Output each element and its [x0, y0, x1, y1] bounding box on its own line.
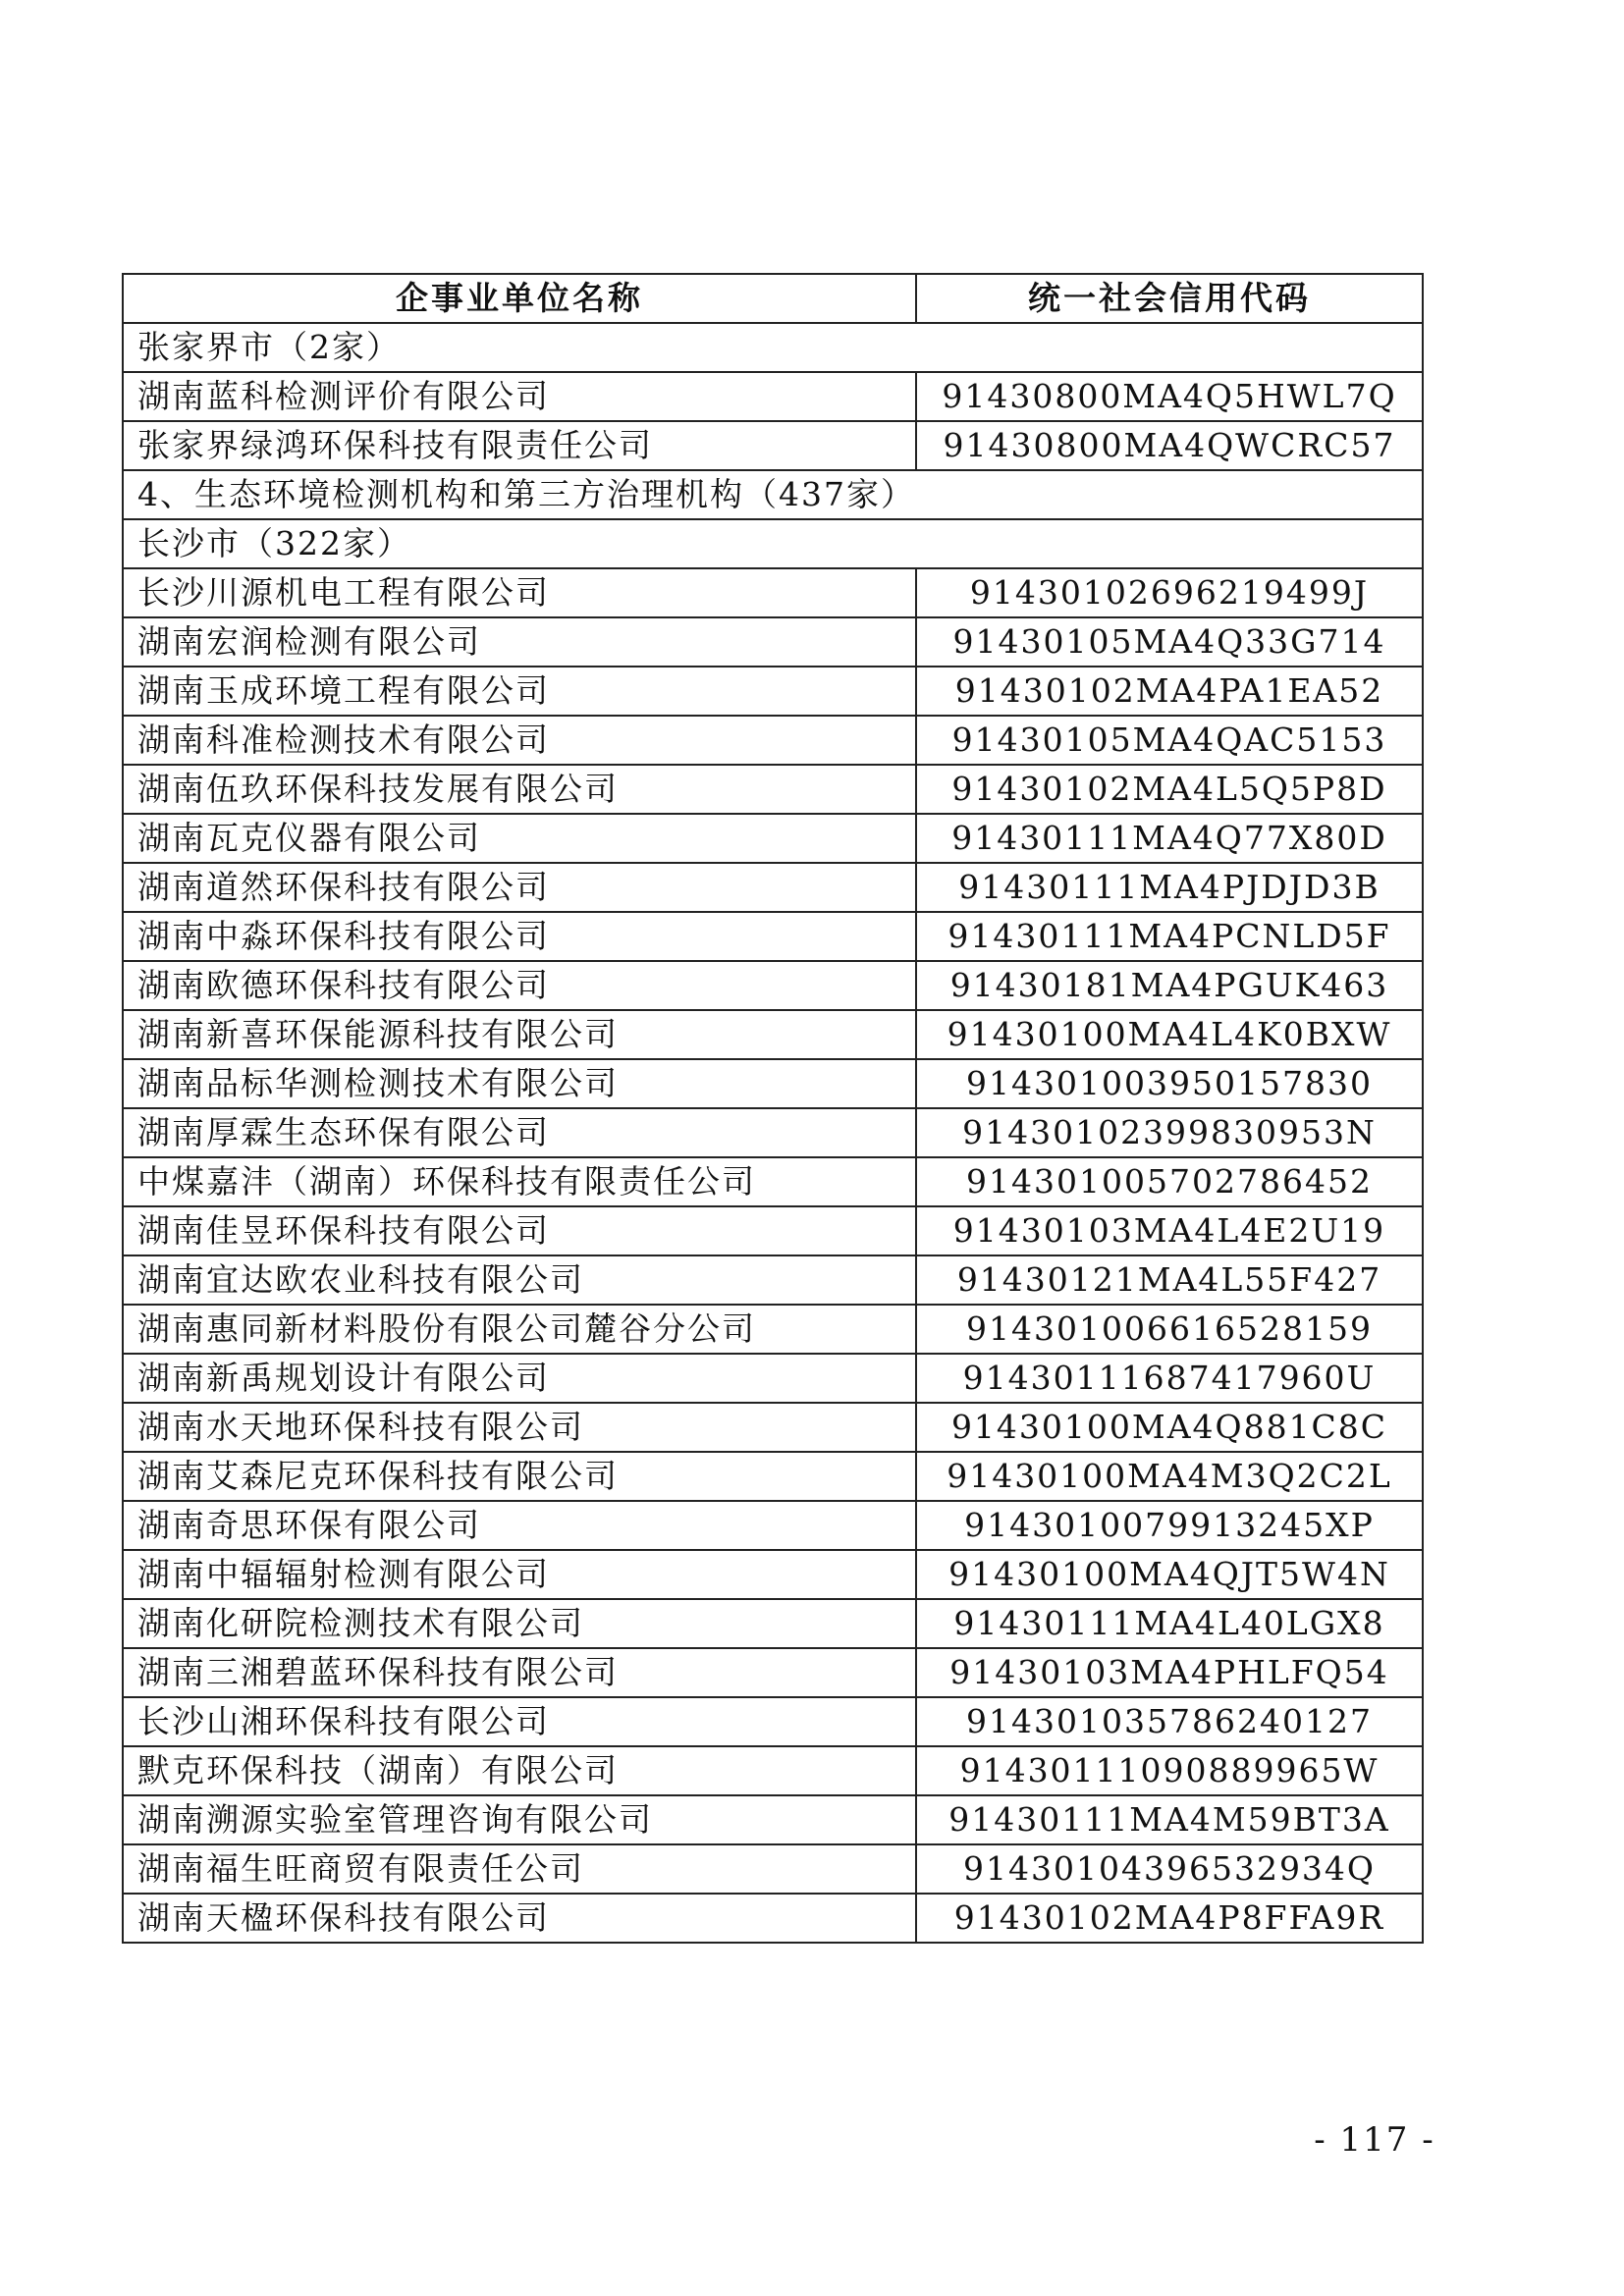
credit-code-cell: 91430111MA4L40LGX8 [916, 1599, 1423, 1648]
table-header-row [123, 274, 1423, 323]
table-row [123, 961, 1423, 1010]
table-row [123, 1697, 1423, 1746]
table-row [123, 421, 1423, 470]
credit-code-cell: 91430111687417960U [916, 1354, 1423, 1403]
enterprise-name-cell: 湖南佳昱环保科技有限公司 [123, 1206, 916, 1255]
credit-code-cell: 91430111MA4PJDJD3B [916, 863, 1423, 912]
enterprise-name-cell: 湖南天楹环保科技有限公司 [123, 1894, 916, 1943]
enterprise-name-cell: 湖南奇思环保有限公司 [123, 1501, 916, 1550]
credit-code-cell: 914301003950157830 [916, 1059, 1423, 1108]
section-title: 长沙市（322家） [123, 519, 1423, 568]
credit-code-cell: 91430800MA4QWCRC57 [916, 421, 1423, 470]
credit-code-cell: 91430111090889965W [916, 1746, 1423, 1795]
section-row [123, 323, 1423, 372]
table-row [123, 765, 1423, 814]
enterprise-name-cell: 湖南福生旺商贸有限责任公司 [123, 1844, 916, 1894]
credit-code-cell: 91430102MA4P8FFA9R [916, 1894, 1423, 1943]
table-row [123, 1255, 1423, 1305]
credit-code-cell: 9143010079913245XP [916, 1501, 1423, 1550]
credit-code-cell: 91430102MA4L5Q5P8D [916, 765, 1423, 814]
page-number: - 117 - [1314, 2120, 1435, 2160]
enterprise-table [122, 273, 1424, 1944]
table-row [123, 912, 1423, 961]
header-enterprise-name: 企事业单位名称 [123, 274, 916, 323]
enterprise-name-cell: 湖南溯源实验室管理咨询有限公司 [123, 1795, 916, 1844]
enterprise-name-cell: 湖南艾森尼克环保科技有限公司 [123, 1452, 916, 1501]
enterprise-name-cell: 湖南伍玖环保科技发展有限公司 [123, 765, 916, 814]
enterprise-name-cell: 湖南蓝科检测评价有限公司 [123, 372, 916, 421]
enterprise-name-cell: 湖南惠同新材料股份有限公司麓谷分公司 [123, 1305, 916, 1354]
credit-code-cell: 91430105MA4QAC5153 [916, 716, 1423, 765]
credit-code-cell: 91430104396532934Q [916, 1844, 1423, 1894]
credit-code-cell: 91430111MA4PCNLD5F [916, 912, 1423, 961]
enterprise-name-cell: 湖南玉成环境工程有限公司 [123, 667, 916, 716]
table-row [123, 372, 1423, 421]
table-row [123, 1157, 1423, 1206]
credit-code-cell: 91430181MA4PGUK463 [916, 961, 1423, 1010]
enterprise-name-cell: 湖南中辐辐射检测有限公司 [123, 1550, 916, 1599]
credit-code-cell: 91430100MA4M3Q2C2L [916, 1452, 1423, 1501]
table-row [123, 1550, 1423, 1599]
enterprise-name-cell: 默克环保科技（湖南）有限公司 [123, 1746, 916, 1795]
credit-code-cell: 91430111MA4Q77X80D [916, 814, 1423, 863]
credit-code-cell: 91430100MA4Q881C8C [916, 1403, 1423, 1452]
credit-code-cell: 91430103MA4L4E2U19 [916, 1206, 1423, 1255]
table-row [123, 1010, 1423, 1059]
table-row [123, 1305, 1423, 1354]
enterprise-name-cell: 湖南道然环保科技有限公司 [123, 863, 916, 912]
table-row [123, 617, 1423, 667]
enterprise-name-cell: 中煤嘉沣（湖南）环保科技有限责任公司 [123, 1157, 916, 1206]
credit-code-cell: 91430111MA4M59BT3A [916, 1795, 1423, 1844]
credit-code-cell: 91430102MA4PA1EA52 [916, 667, 1423, 716]
table-row [123, 568, 1423, 617]
enterprise-name-cell: 湖南新禹规划设计有限公司 [123, 1354, 916, 1403]
table-row [123, 716, 1423, 765]
table-row [123, 1501, 1423, 1550]
table-row [123, 814, 1423, 863]
credit-code-cell: 91430103MA4PHLFQ54 [916, 1648, 1423, 1697]
credit-code-cell: 914301005702786452 [916, 1157, 1423, 1206]
table-row [123, 1844, 1423, 1894]
section-row [123, 470, 1423, 519]
table-row [123, 863, 1423, 912]
credit-code-cell: 914301006616528159 [916, 1305, 1423, 1354]
enterprise-name-cell: 湖南新喜环保能源科技有限公司 [123, 1010, 916, 1059]
table-row [123, 1206, 1423, 1255]
enterprise-name-cell: 湖南品标华测检测技术有限公司 [123, 1059, 916, 1108]
table-row [123, 1059, 1423, 1108]
table-row [123, 667, 1423, 716]
table-row [123, 1354, 1423, 1403]
credit-code-cell: 91430102399830953N [916, 1108, 1423, 1157]
enterprise-name-cell: 湖南宜达欧农业科技有限公司 [123, 1255, 916, 1305]
credit-code-cell: 91430121MA4L55F427 [916, 1255, 1423, 1305]
enterprise-name-cell: 湖南宏润检测有限公司 [123, 617, 916, 667]
credit-code-cell: 91430800MA4Q5HWL7Q [916, 372, 1423, 421]
credit-code-cell: 91430100MA4QJT5W4N [916, 1550, 1423, 1599]
table-row [123, 1403, 1423, 1452]
enterprise-name-cell: 湖南欧德环保科技有限公司 [123, 961, 916, 1010]
section-title: 张家界市（2家） [123, 323, 1423, 372]
credit-code-cell: 914301035786240127 [916, 1697, 1423, 1746]
credit-code-cell: 91430102696219499J [916, 568, 1423, 617]
table-row [123, 1648, 1423, 1697]
enterprise-name-cell: 湖南厚霖生态环保有限公司 [123, 1108, 916, 1157]
enterprise-name-cell: 湖南瓦克仪器有限公司 [123, 814, 916, 863]
section-row [123, 519, 1423, 568]
section-title: 4、生态环境检测机构和第三方治理机构（437家） [123, 470, 1423, 519]
enterprise-name-cell: 湖南三湘碧蓝环保科技有限公司 [123, 1648, 916, 1697]
table-row [123, 1599, 1423, 1648]
enterprise-name-cell: 湖南化研院检测技术有限公司 [123, 1599, 916, 1648]
table-row [123, 1746, 1423, 1795]
header-credit-code: 统一社会信用代码 [916, 274, 1423, 323]
credit-code-cell: 91430100MA4L4K0BXW [916, 1010, 1423, 1059]
table-row [123, 1795, 1423, 1844]
table-row [123, 1452, 1423, 1501]
enterprise-name-cell: 张家界绿鸿环保科技有限责任公司 [123, 421, 916, 470]
enterprise-name-cell: 长沙山湘环保科技有限公司 [123, 1697, 916, 1746]
enterprise-name-cell: 湖南科准检测技术有限公司 [123, 716, 916, 765]
table-row [123, 1108, 1423, 1157]
table-row [123, 1894, 1423, 1943]
enterprise-name-cell: 湖南水天地环保科技有限公司 [123, 1403, 916, 1452]
table-body [123, 323, 1423, 1943]
enterprise-name-cell: 长沙川源机电工程有限公司 [123, 568, 916, 617]
credit-code-cell: 91430105MA4Q33G714 [916, 617, 1423, 667]
enterprise-name-cell: 湖南中淼环保科技有限公司 [123, 912, 916, 961]
